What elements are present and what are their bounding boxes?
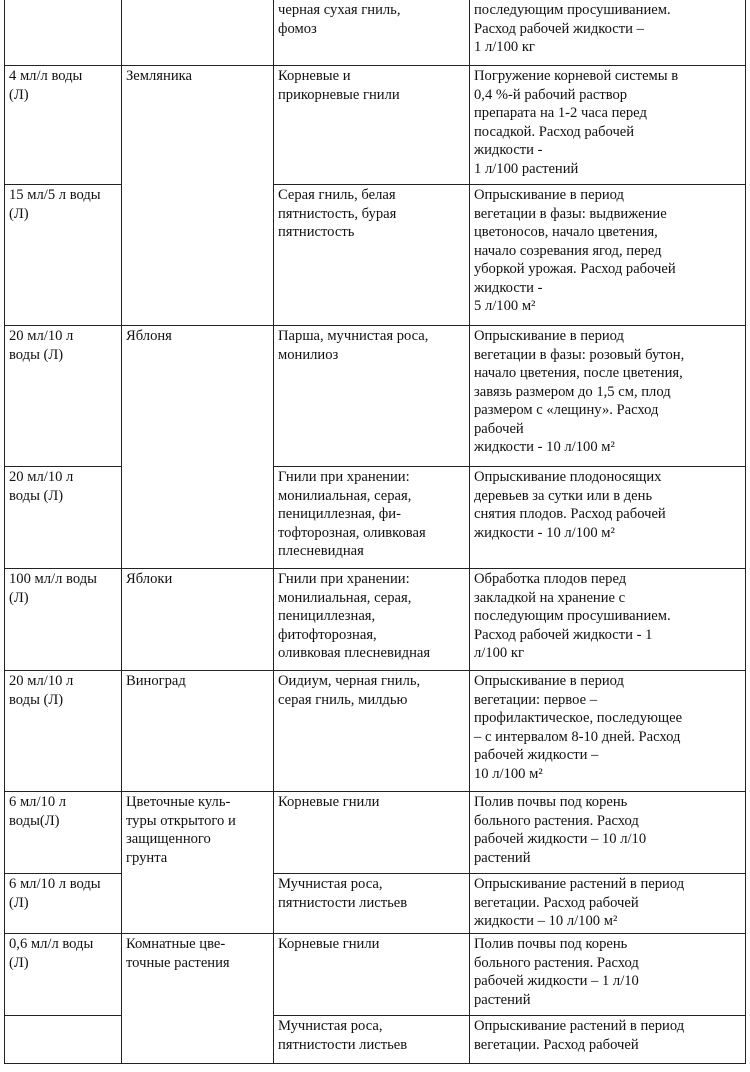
- disease-cell: Корневые гнили: [274, 934, 470, 1016]
- disease-cell: Мучнистая роса, пятнистости листьев: [274, 1016, 470, 1064]
- dose-cell: 20 мл/10 л воды (Л): [5, 467, 122, 569]
- disease-cell: Корневые гнили: [274, 792, 470, 874]
- disease-cell: Гнили при хранении: монилиальная, серая, пенициллезная, фитофторозная, оливковая плесневидная: [274, 569, 470, 671]
- table-row: [5, 1016, 746, 1064]
- crop-cell: Яблоки: [122, 569, 274, 671]
- dose-cell: 20 мл/10 л воды (Л): [5, 671, 122, 792]
- disease-cell: Корневые и прикорневые гнили: [274, 66, 470, 185]
- crop-cell: [122, 1016, 274, 1064]
- crop-cell: Земляника: [122, 66, 274, 185]
- crop-cell: Яблоня: [122, 326, 274, 467]
- table-row: [5, 569, 746, 671]
- dose-cell: [5, 0, 122, 66]
- disease-cell: Мучнистая роса, пятнистости листьев: [274, 874, 470, 934]
- method-cell: Опрыскивание растений в период вегетации. Расход рабочей жидкости – 10 л/100 м²: [470, 874, 746, 934]
- table-row: [5, 792, 746, 874]
- dose-cell: [5, 1016, 122, 1064]
- method-cell: Обработка плодов перед закладкой на хранение с последующим просушиванием. Расход рабочей жидкости - 1 л/100 кг: [470, 569, 746, 671]
- method-cell: Опрыскивание в период вегетации в фазы: розовый бутон, начало цветения, после цветения, завязь размером до 1,5 см, плод размером с «лещину». Расход рабочей жидкости - 10 л/100 м²: [470, 326, 746, 467]
- method-cell: Полив почвы под корень больного растения. Расход рабочей жидкости – 10 л/10 растений: [470, 792, 746, 874]
- table-row: [5, 934, 746, 1016]
- method-cell: Опрыскивание плодоносящих деревьев за сутки или в день снятия плодов. Расход рабочей жидкости - 10 л/100 м²: [470, 467, 746, 569]
- dose-cell: 0,6 мл/л воды (Л): [5, 934, 122, 1016]
- disease-cell: Оидиум, черная гниль, серая гниль, милдью: [274, 671, 470, 792]
- disease-cell: Парша, мучнистая роса, монилиоз: [274, 326, 470, 467]
- method-cell: Опрыскивание в период вегетации: первое – профилактическое, последующее – с интервалом 8-10 дней. Расход рабочей жидкости – 10 л/100 м²: [470, 671, 746, 792]
- dose-cell: 20 мл/10 л воды (Л): [5, 326, 122, 467]
- disease-cell: Серая гниль, белая пятнистость, бурая пятнистость: [274, 185, 470, 326]
- disease-cell: Гнили при хранении: монилиальная, серая, пенициллезная, фи- тофторозная, оливковая плесневидная: [274, 467, 470, 569]
- crop-cell: [122, 467, 274, 569]
- method-cell: Полив почвы под корень больного растения. Расход рабочей жидкости – 1 л/10 растений: [470, 934, 746, 1016]
- pesticide-usage-table: [4, 0, 746, 1064]
- crop-cell: Виноград: [122, 671, 274, 792]
- table-row: [5, 671, 746, 792]
- method-cell: Опрыскивание в период вегетации в фазы: выдвижение цветоносов, начало цветения, начало созревания ягод, перед уборкой урожая. Расход рабочей жидкости - 5 л/100 м²: [470, 185, 746, 326]
- table-row: [5, 874, 746, 934]
- method-cell: Опрыскивание растений в период вегетации. Расход рабочей: [470, 1016, 746, 1064]
- dose-cell: 15 мл/5 л воды (Л): [5, 185, 122, 326]
- table-row: [5, 326, 746, 467]
- table-row: [5, 185, 746, 326]
- table-row: [5, 0, 746, 66]
- disease-cell: черная сухая гниль, фомоз: [274, 0, 470, 66]
- crop-cell: Комнатные цве- точные растения: [122, 934, 274, 1016]
- dose-cell: 6 мл/10 л воды(Л): [5, 792, 122, 874]
- dose-cell: 4 мл/л воды (Л): [5, 66, 122, 185]
- crop-cell: [122, 185, 274, 326]
- method-cell: последующим просушиванием. Расход рабочей жидкости – 1 л/100 кг: [470, 0, 746, 66]
- method-cell: Погружение корневой системы в 0,4 %-й рабочий раствор препарата на 1-2 часа перед посадкой. Расход рабочей жидкости - 1 л/100 растений: [470, 66, 746, 185]
- table-row: [5, 66, 746, 185]
- table-row: [5, 467, 746, 569]
- dose-cell: 6 мл/10 л воды (Л): [5, 874, 122, 934]
- crop-cell: Цветочные куль- туры открытого и защищенного грунта: [122, 792, 274, 874]
- crop-cell: [122, 0, 274, 66]
- dose-cell: 100 мл/л воды (Л): [5, 569, 122, 671]
- crop-cell: [122, 874, 274, 934]
